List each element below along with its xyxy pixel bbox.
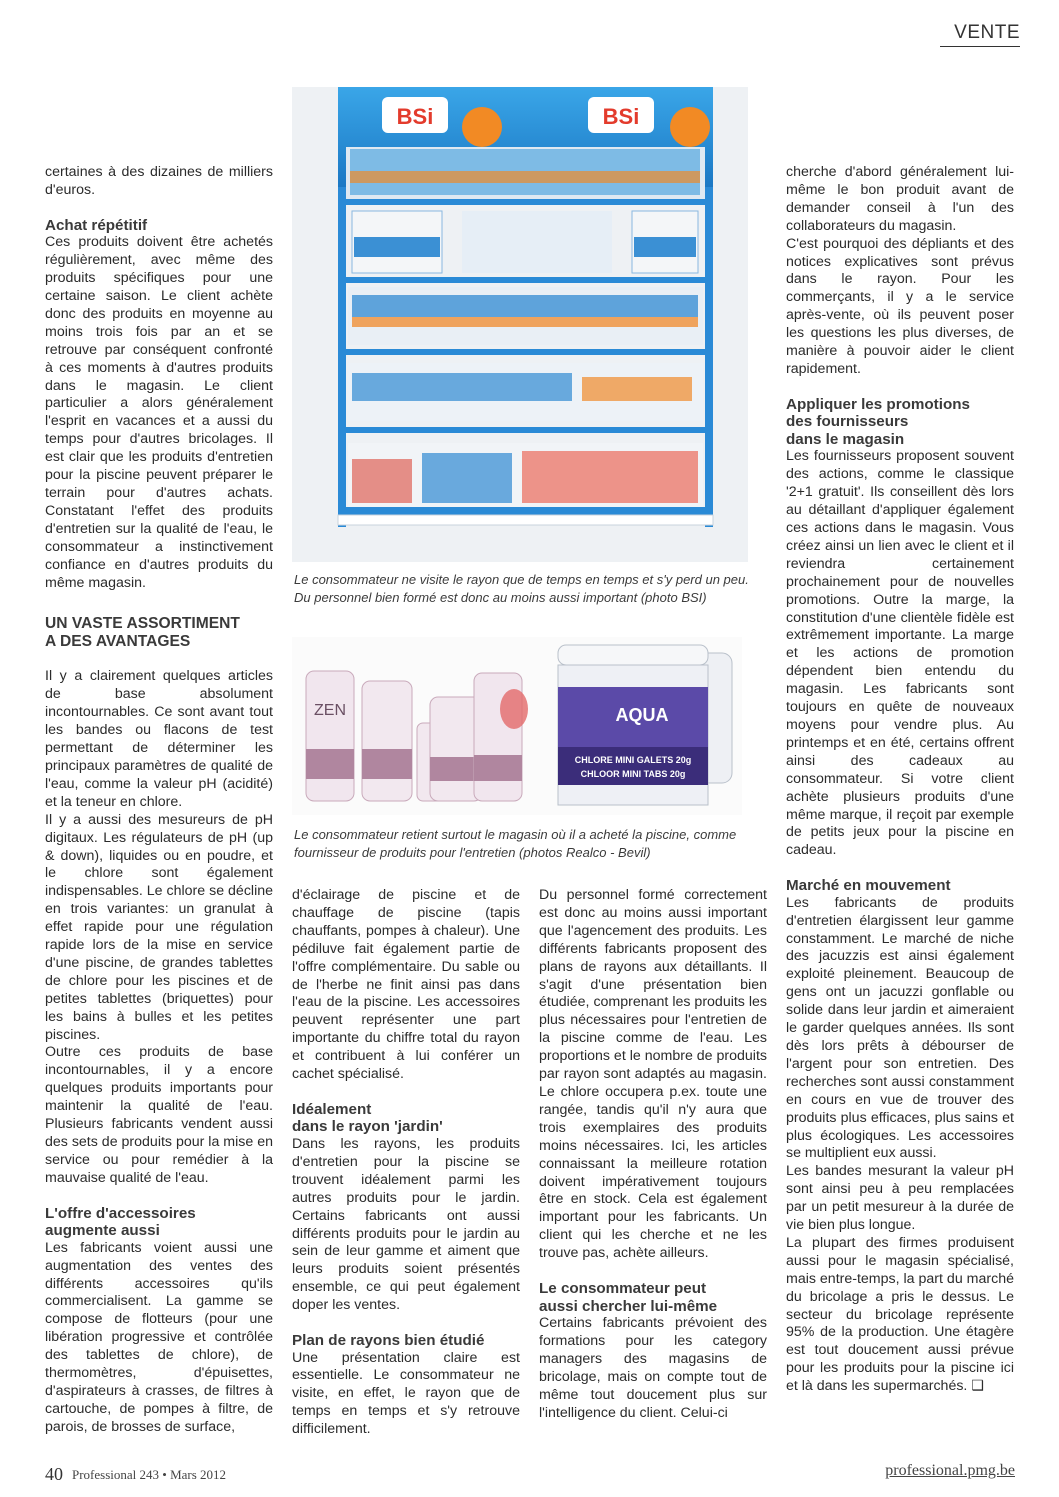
paragraph: Il y a clairement quelques articles de base absolument incontournables. Ce sont avant tout les bandes ou flacons de test permettant de déterminer les principaux paramètres de qualité de l'eau, comme la valeur pH (acidité) et la teneur en chlore. — [45, 668, 273, 810]
paragraph: Les fabricants voient aussi une augmentation des ventes des différents accessoires qu'ils commercialisent. La gamme se compose de flotteurs (pour une libération progressive et contrôlée des tablettes de chlore), de thermomètres, d'épuisettes, d'aspirateurs à crasses, de filtres à cartouche, de pompes à filtre, de parois, de brosses de surface, — [45, 1239, 273, 1435]
caption-line: fournisseur de produits pour l'entretien (photos Realco - Bevil) — [294, 845, 651, 860]
column-3 — [539, 887, 767, 1422]
paragraph: cherche d'abord généralement lui-même le bon produit avant de demander conseil à l'un des collaborateurs du magasin. — [786, 164, 1014, 234]
product-row — [348, 443, 703, 507]
product-row — [352, 211, 698, 273]
shelf-board — [338, 349, 713, 355]
zen-label: ZEN — [314, 702, 346, 719]
paragraph: d'éclairage de piscine et de chauffage de piscine (tapis chauffants, pompes à chaleur). Une pédiluve fait également partie de l'offre complémentaire. Du sable ou de l'herbe ne finit ainsi pas dans l'eau de la piscine. Les accessoires peuvent représenter une part importante du chiffre total du rayon et contribuent à lui conférer un cachet spécialisé. — [292, 887, 520, 1083]
products-illustration — [292, 637, 742, 815]
tub-label: CHLOOR MINI TABS 20g — [580, 769, 686, 779]
paragraph: Du personnel formé correctement est donc au moins aussi important que l'agencement des produits. Les différents fabricants proposent des plans de rayons aux détaillants. Il s'agit d'une présentation bien étudiée, comprenant les produits les plus nécessaires pour l'entretien de la piscine comme de l'eau. Les proportions et le nombre de produits par rayon sont adaptés au magasin. Le chlore occupera p.ex. toute une rangée, tandis qu'il n'y aura que trois exemplaires des produits moins nécessaires. Ici, les articles connaissant la meilleure rotation doivent impérativement toujours être en stock. Cela est également important pour les fabricants. Un client qui les cherche et ne les trouve pas, achète ailleurs. — [539, 887, 767, 1262]
product-row — [348, 363, 703, 421]
section-heading: UN VASTE ASSORTIMENT — [45, 615, 240, 633]
paragraph: Les bandes mesurant la valeur pH sont ainsi peu à peu remplacées par un petit mesureur à la durée de vie bien plus longue. — [786, 1163, 1014, 1234]
paragraph: Outre ces produits de base incontournables, il y a encore quelques produits importants pour maintenir la qualité de l'eau. Plusieurs fabricants vendent aussi des sets de produits pour la mise en service ou pour remédier à la mauvaise qualité de l'eau. — [45, 1044, 273, 1186]
subheading: aussi chercher lui-même — [539, 1297, 718, 1315]
subheading: Marché en mouvement — [786, 877, 951, 895]
shelf-photo — [292, 87, 748, 562]
section-rule — [940, 46, 1020, 47]
caption-line: Le consommateur ne visite le rayon que de temps en temps et s'y perd un peu. — [294, 572, 749, 587]
products-photo — [292, 637, 742, 815]
product-row — [346, 147, 705, 199]
paragraph: Certains fabricants prévoient des formations pour les category managers des magasins de bricolage, mais on compte tout de même tout doucement plus sur l'intelligence du client. Celui-ci — [539, 1315, 767, 1421]
paragraph: Une présentation claire est essentielle. Le consommateur ne visite, en effet, le rayon que de temps en temps et s'y retrouve difficilement. — [292, 1349, 520, 1438]
magazine-issue: Professional 243 • Mars 2012 — [72, 1467, 227, 1482]
subheading: dans le magasin — [786, 430, 905, 448]
photo-caption — [294, 826, 754, 862]
shelf-illustration — [292, 87, 748, 562]
subheading: Le consommateur peut — [539, 1280, 707, 1298]
shelf-board — [338, 507, 713, 515]
logo-text: BSi — [396, 104, 434, 129]
subheading: dans le rayon 'jardin' — [292, 1118, 443, 1136]
column-4 — [786, 164, 1014, 1396]
website-link[interactable]: professional.pmg.be — [885, 1462, 1015, 1479]
subheading: Plan de rayons bien étudié — [292, 1332, 485, 1350]
paragraph: Les fabricants de produits d'entretien élargissent leur gamme constamment. Le marché de niche des jacuzzis est ainsi également exploité pleinement. Beaucoup de gens ont un jacuzzi gonflable ou solide dans leur jardin et aimeraient le garder quelques années. Ils sont dès lors prêts à débourser de l'argent pour son entretien. Des recherches sont aussi constamment en cours en vue de trouver des produits plus efficaces, plus sains et plus écologiques. Les accessoires se multiplient eux aussi. — [786, 894, 1014, 1162]
column-2 — [292, 887, 520, 1439]
shelf-board — [338, 277, 713, 283]
paragraph: La plupart des firmes produisent aussi pour le magasin spécialisé, mais entre-temps, la part du marché du bricolage a pris le dessus. Le secteur du bricolage représente 95% de la production. Une étagère est tout doucement aussi prévue pour les produits pour la piscine ici et là dans les supermarchés. ❑ — [786, 1234, 1014, 1395]
paragraph: Dans les rayons, les produits d'entretien pour la piscine se trouvent idéalement parmi les autres produits pour le jardin. Certains fabricants ont aussi différents produits pour le jardin au sein de leur gamme et aiment que leurs produits soient présentés ensemble, ce qui peut également doper les ventes. — [292, 1135, 520, 1314]
subheading: Achat répétitif — [45, 216, 148, 234]
caption-line: Le consommateur retient surtout le magasin où il a acheté la piscine, comme — [294, 827, 737, 842]
logo-text: BSi — [602, 104, 640, 129]
tub-label: CHLORE MINI GALETS 20g — [574, 755, 692, 765]
subheading: Appliquer les promotions — [786, 395, 970, 413]
paragraph: Les fournisseurs proposent souvent des actions, comme le classique '2+1 gratuit'. Ils conseillent dès lors au détaillant d'appliquer également ces actions dans le magasin. Vous créez ainsi un lien avec le client et il reviendra certainement prochainement pour de nouvelles promotions. Outre la marge, la constitution d'une clientèle fidèle est extrêmement importante. La marge et les actions de promotion dépendent bien entendu du magasin. Les fabricants sont toujours en quête de nouveaux moyens pour vendre plus. Au printemps et en été, certains offrent ainsi des cadeaux au consommateur. Si votre client achète plusieurs produits d'une même marque, il reçoit par exemple de petits jeux pour la piscine en cadeau. — [786, 448, 1014, 859]
subheading: augmente aussi — [45, 1222, 160, 1240]
subheading: Idéalement — [292, 1100, 372, 1118]
paragraph: Ces produits doivent être achetés régulièrement, avec même des produits spécifiques pour une certaine saison. Le client achète donc des produits en moyenne au moins trois fois par an et se retrouve par conséquent confronté à ces moments à d'autres produits dans le magasin. Le client particulier a alors généralement l'esprit en vacances et a aussi du temps pour d'autres bricolages. Il est clair que les produits d'entretien pour la piscine peuvent préparer le terrain pour d'autres achats. Constatant l'effet des produits d'entretien sur la qualité de l'eau, le consommateur a instinctivement confiance en d'autres produits du même magasin. — [45, 234, 273, 591]
paragraph: C'est pourquoi des dépliants et des notices explicatives sont prévus dans le rayon. Pour les commerçants, il y a le service après-vente, où ils peuvent poser les questions les plus diverses, de manière à pouvoir aider le client rapidement. — [786, 235, 1014, 377]
paragraph: certaines à des dizaines de milliers d'euros. — [45, 164, 273, 198]
subheading: L'offre d'accessoires — [45, 1204, 196, 1222]
paragraph: Il y a aussi des mesureurs de pH digitaux. Les régulateurs de pH (up & down), liquides ou en poudre, et le chlore sont également indispensables. Le chlore se décline en trois variantes: un granulat à effet rapide pour une régulation rapide lors de la mise en service d'une piscine, de grandes tablettes de chlore pour les piscines et de petites tablettes (briquettes) pour les bains à bulles et les petites piscines. — [45, 811, 273, 1043]
page-number: 40 — [45, 1464, 63, 1484]
product-row — [348, 287, 703, 345]
aqua-label: AQUA — [615, 705, 669, 725]
logo-bsi-right — [588, 97, 654, 133]
section-heading: A DES AVANTAGES — [45, 633, 191, 651]
shelf-board — [338, 427, 713, 433]
caption-line: Du personnel bien formé est donc au moins aussi important (photo BSI) — [294, 590, 707, 605]
section-label: VENTE — [954, 22, 1020, 43]
logo-bsi-left — [382, 97, 448, 133]
subheading: des fournisseurs — [786, 413, 909, 431]
aqua-tubs — [558, 645, 732, 805]
column-1 — [45, 164, 273, 1437]
photo-caption — [294, 571, 754, 607]
shelf-board — [338, 199, 713, 205]
